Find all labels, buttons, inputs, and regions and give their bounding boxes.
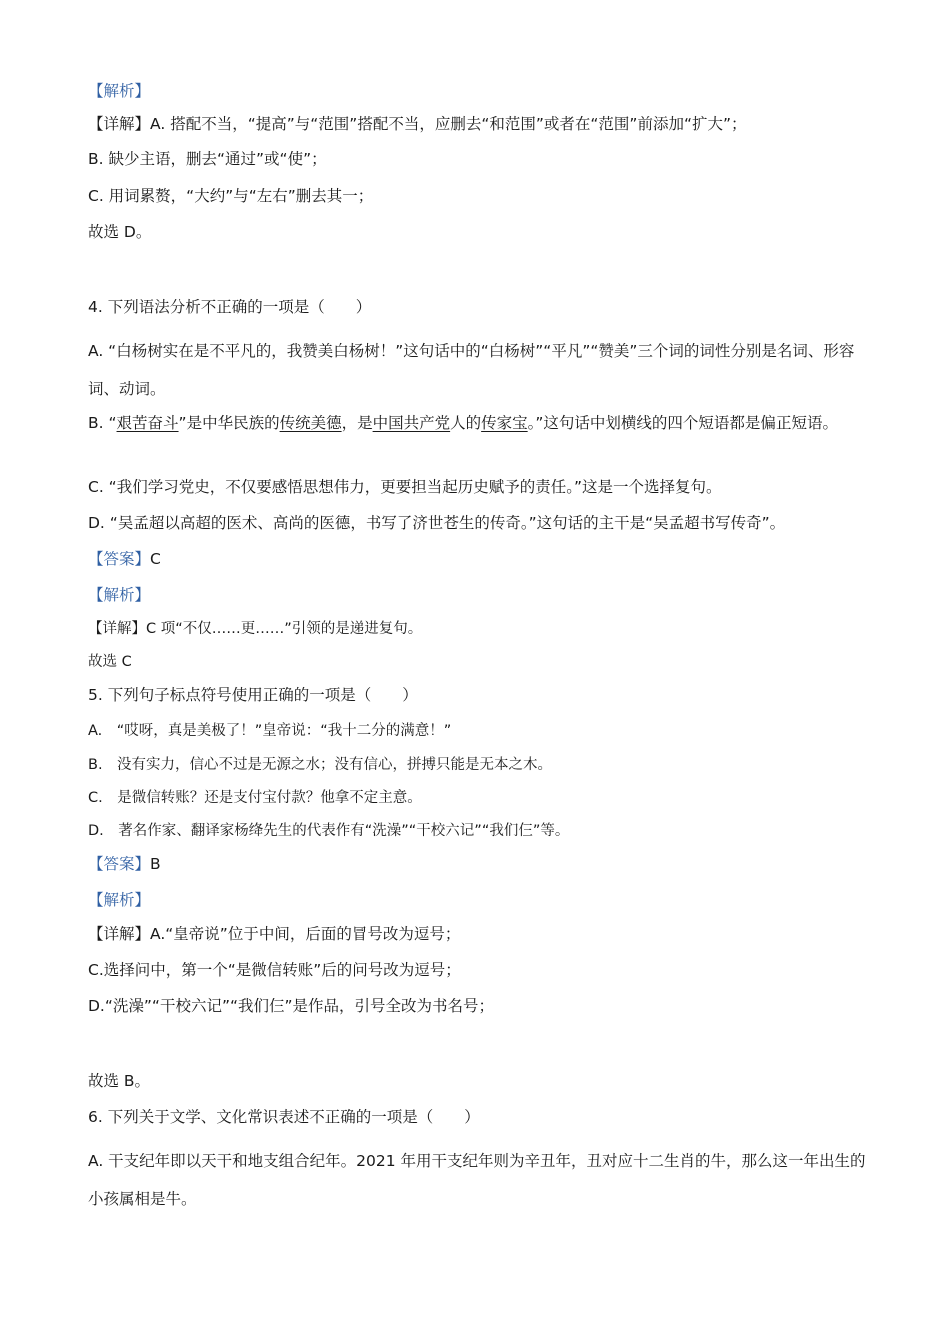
q5-option-d: D. 著名作家、翻译家杨绛先生的代表作有“洗澡”“干校六记”“我们仨”等。 [88,823,570,839]
q4-answer: 【答案】C [88,550,161,568]
q5-detail-tag: 【详解】 [88,925,151,943]
q4-option-b: B. “艰苦奋斗”是中华民族的传统美德，是中国共产党人的传家宝。”这句话中划横线的四个短语都是偏正短语。 [88,414,838,432]
q5-option-c: C. 是微信转账？还是支付宝付款？他拿不定主意。 [88,790,422,806]
q5-conclusion: 故选 B。 [88,1072,151,1090]
underlined-phrase-2: 传统美德 [279,414,342,432]
q6-option-a: A. 干支纪年即以天干和地支组合纪年。2021 年用干支纪年则为辛丑年，丑对应十二生肖的牛，那么这一年出生的小孩属相是牛。 [88,1152,866,1208]
q4-conclusion: 故选 C [88,654,132,670]
q5-detail-a: 【详解】A.“皇帝说”位于中间，后面的冒号改为逗号； [88,925,461,943]
q5-answer: 【答案】B [88,855,161,873]
q4-analysis-tag: 【解析】 [88,586,151,604]
q3-detail-tag: 【详解】 [88,115,151,133]
q3-detail-b: B. 缺少主语，删去“通过”或“使”； [88,150,327,168]
q3-detail-a: 【详解】A. 搭配不当，“提高”与“范围”搭配不当，应删去“和范围”或者在“范围”前添加“扩大”； [88,115,747,133]
q4-detail-tag: 【详解】 [88,621,146,637]
q5-option-b: B. 没有实力，信心不过是无源之水；没有信心，拼搏只能是无本之木。 [88,757,553,773]
q4-stem: 4. 下列语法分析不正确的一项是（ ） [88,298,372,316]
q5-option-a: A. “哎呀，真是美极了！”皇帝说：“我十二分的满意！” [88,723,452,739]
q4-option-c: C. “我们学习党史，不仅要感悟思想伟力，更要担当起历史赋予的责任。”这是一个选择复句。 [88,478,722,496]
q4-answer-tag: 【答案】 [88,550,151,568]
underlined-phrase-3: 中国共产党 [372,414,451,432]
q4-option-d: D. “吴孟超以高超的医术、高尚的医德，书写了济世苍生的传奇。”这句话的主干是“吴孟超书写传奇”。 [88,514,786,532]
q6-stem: 6. 下列关于文学、文化常识表述不正确的一项是（ ） [88,1108,480,1126]
q5-detail-d: D.“洗澡”“干校六记”“我们仨”是作品，引号全改为书名号； [88,997,495,1015]
q5-detail-c: C.选择问中，第一个“是微信转账”后的问号改为逗号； [88,961,461,979]
q4-option-a: A. “白杨树实在是不平凡的，我赞美白杨树！”这句话中的“白杨树”“平凡”“赞美”三个词的词性分别是名词、形容词、动词。 [88,342,855,398]
q5-answer-tag: 【答案】 [88,855,151,873]
q3-detail-c: C. 用词累赘，“大约”与“左右”删去其一； [88,187,374,205]
q5-analysis-tag: 【解析】 [88,891,151,909]
q5-stem: 5. 下列句子标点符号使用正确的一项是（ ） [88,686,418,704]
underlined-phrase-4: 传家宝 [481,414,528,432]
q4-detail: 【详解】C 项“不仅……更……”引领的是递进复句。 [88,621,423,637]
underlined-phrase-1: 艰苦奋斗 [116,414,179,432]
q3-conclusion: 故选 D。 [88,223,152,241]
q3-analysis-tag: 【解析】 [88,82,151,100]
